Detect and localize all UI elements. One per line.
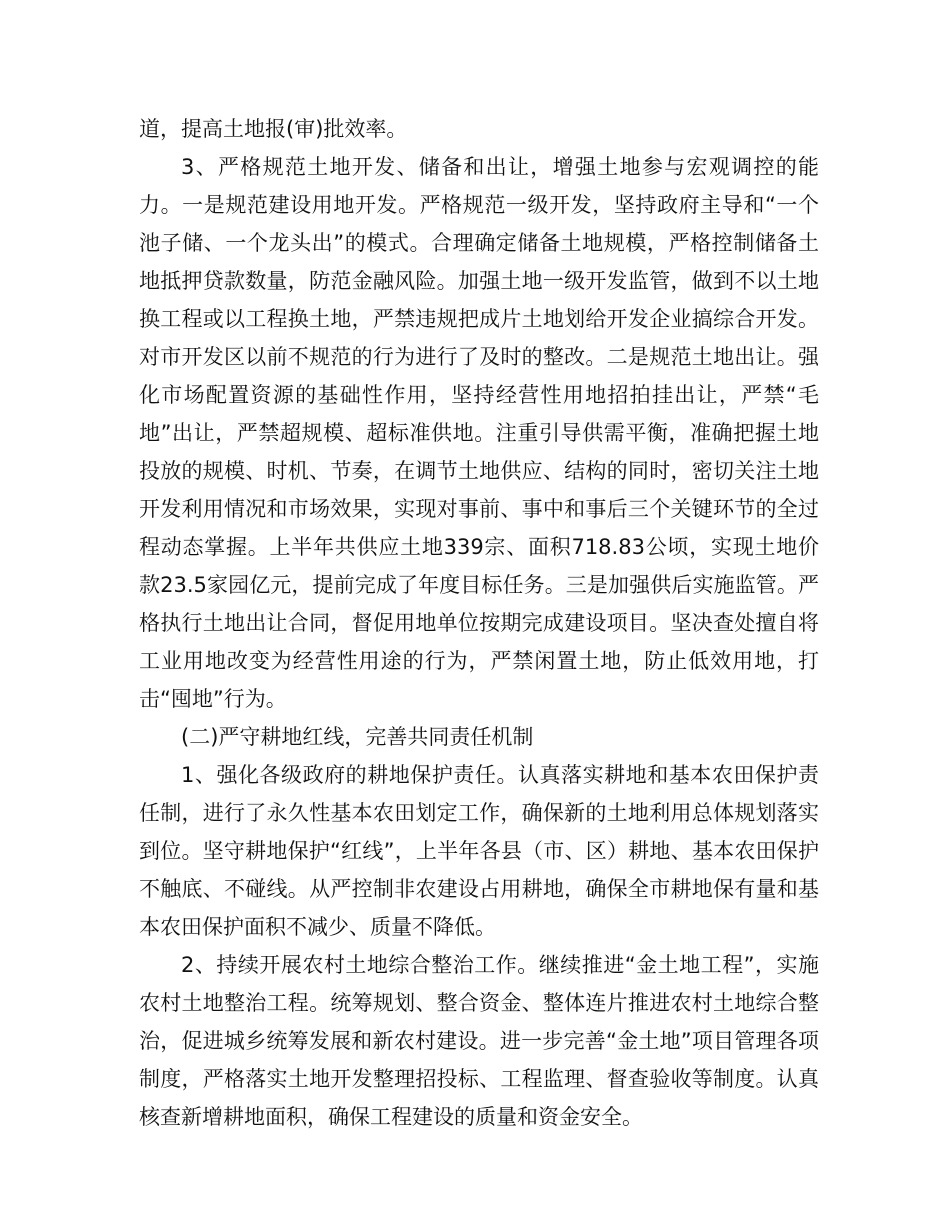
paragraph-land-consolidation: 2、持续开展农村土地综合整治工作。继续推进“金土地工程”，实施农村土地整治工程。统筹规划、整合资金、整体连片推进农村土地综合整治，促进城乡统筹发展和新农村建设。进一步完善“金土地”项目管理各项制度，严格落实土地开发整理招投标、工程监理、督查验收等制度。认真核查新增耕地面积，确保工程建设的质量和资金安全。 xyxy=(139,953,819,1129)
document-body xyxy=(139,110,819,1136)
paragraph-farmland-protection: 1、强化各级政府的耕地保护责任。认真落实耕地和基本农田保护责任制，进行了永久性基本农田划定工作，确保新的土地利用总体规划落实到位。坚守耕地保护“红线”，上半年各县（市、区）耕地、基本农田保护不触底、不碰线。从严控制非农建设占用耕地，确保全市耕地保有量和基本农田保护面积不减少、质量不降低。 xyxy=(139,763,819,939)
section-heading-farmland: (二)严守耕地红线，完善共同责任机制 xyxy=(181,725,534,749)
paragraph-continuation: 道，提高土地报(审)批效率。 xyxy=(139,117,408,141)
paragraph-land-development: 3、严格规范土地开发、储备和出让，增强土地参与宏观调控的能力。一是规范建设用地开发。严格规范一级开发，坚持政府主导和“一个池子储、一个龙头出”的模式。合理确定储备土地规模，严格控制储备土地抵押贷款数量，防范金融风险。加强土地一级开发监管，做到不以土地换工程或以工程换土地，严禁违规把成片土地划给开发企业搞综合开发。对市开发区以前不规范的行为进行了及时的整改。二是规范土地出让。强化市场配置资源的基础性作用，坚持经营性用地招拍挂出让，严禁“毛地”出让，严禁超规模、超标准供地。注重引导供需平衡，准确把握土地投放的规模、时机、节奏，在调节土地供应、结构的同时，密切关注土地开发利用情况和市场效果，实现对事前、事中和事后三个关键环节的全过程动态掌握。上半年共供应土地339宗、面积718.83公顷，实现土地价款23.5家园亿元，提前完成了年度目标任务。三是加强供后实施监管。严格执行土地出让合同，督促用地单位按期完成建设项目。坚决查处擅自将工业用地改变为经营性用途的行为，严禁闲置土地，防止低效用地，打击“囤地”行为。 xyxy=(139,155,819,711)
